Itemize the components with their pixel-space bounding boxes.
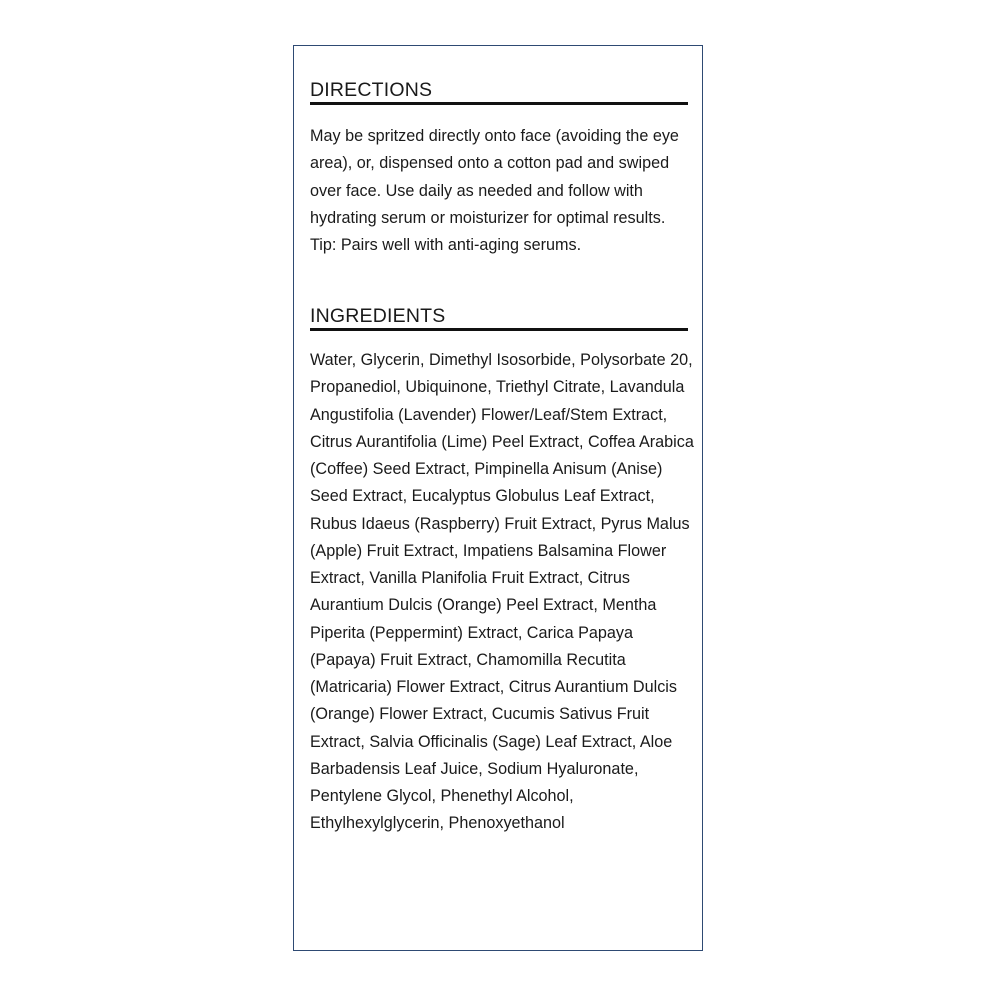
directions-text: May be spritzed directly onto face (avoiding the eye area), or, dispensed onto a cotton pad and swiped over face. Use daily as needed and follow with hydrating serum or moisturizer for optimal results. Tip: Pairs well with anti-aging serums. <box>310 127 679 255</box>
product-info-panel <box>293 45 703 951</box>
ingredients-heading: INGREDIENTS <box>310 305 688 331</box>
directions-heading: DIRECTIONS <box>310 79 688 105</box>
ingredients-text: Water, Glycerin, Dimethyl Isosorbide, Polysorbate 20, Propanediol, Ubiquinone, Triethyl Citrate, Lavandula Angustifolia (Lavender) Flower/Leaf/Stem Extract, Citrus Aurantifolia (Lime) Peel Extract, Coffea Arabica (Coffee) Seed Extract, Pimpinella Anisum (Anise) Seed Extract, Eucalyptus Globulus Leaf Extract, Rubus Idaeus (Raspberry) Fruit Extract, Pyrus Malus (Apple) Fruit Extract, Impatiens Balsamina Flower Extract, Vanilla Planifolia Fruit Extract, Citrus Aurantium Dulcis (Orange) Peel Extract, Mentha Piperita (Peppermint) Extract, Carica Papaya (Papaya) Fruit Extract, Chamomilla Recutita (Matricaria) Flower Extract, Citrus Aurantium Dulcis (Orange) Flower Extract, Cucumis Sativus Fruit Extract, Salvia Officinalis (Sage) Leaf Extract, Aloe Barbadensis Leaf Juice, Sodium Hyaluronate, Pentylene Glycol, Phenethyl Alcohol, Ethylhexylglycerin, Phenoxyethanol <box>310 351 694 833</box>
